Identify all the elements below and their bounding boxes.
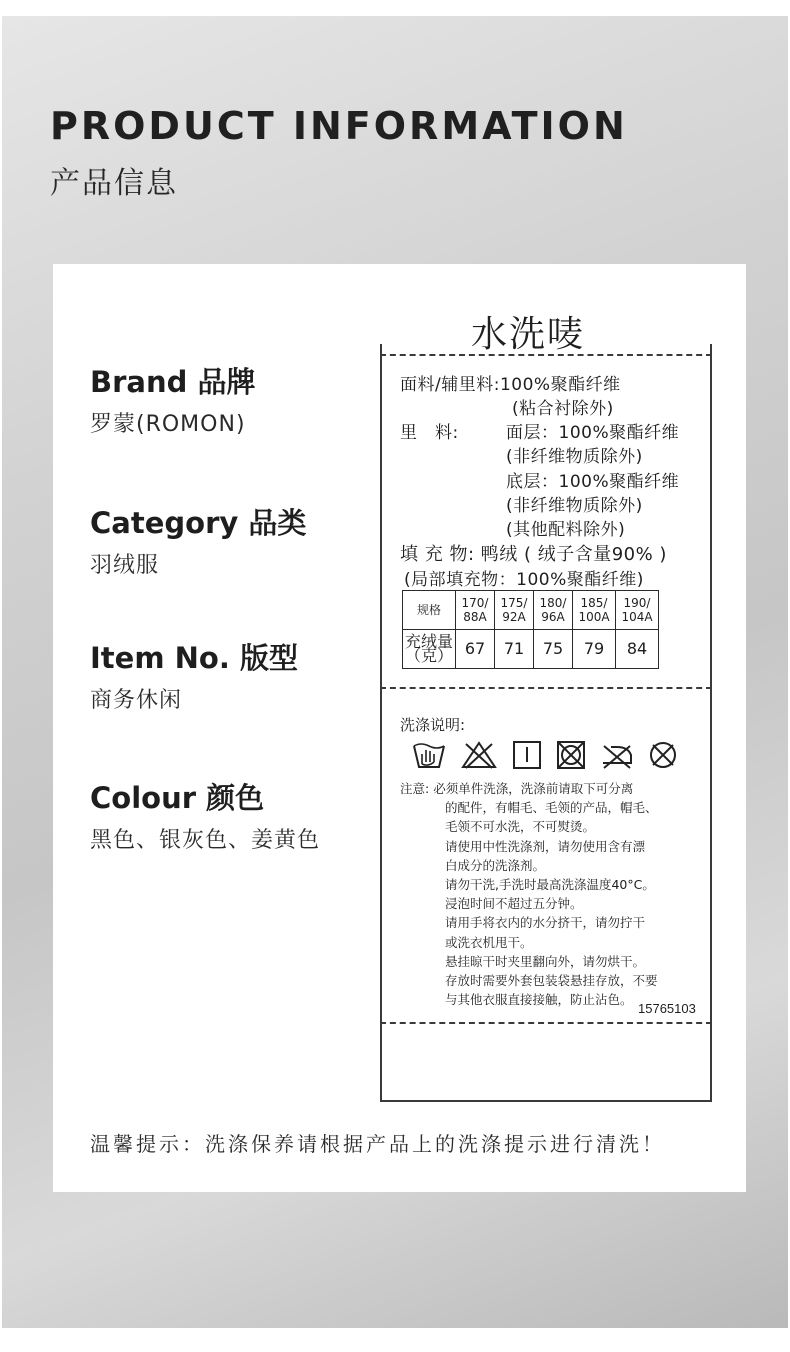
colour-value: 黑色、银灰色、姜黄色	[90, 828, 321, 853]
lining-bottom-note: (非纤维物质除外)	[506, 496, 643, 516]
fill-weight-cell: 75	[534, 630, 573, 669]
care-label-title: 水洗唛	[471, 314, 586, 355]
note-line: 或洗衣机甩干。	[445, 934, 533, 950]
note-line: 请使用中性洗涤剂，请勿使用含有漂	[445, 838, 646, 854]
care-tip: 温馨提示：洗涤保养请根据产品上的洗涤提示进行清洗！	[90, 1132, 665, 1156]
size-header: 规格	[403, 591, 456, 630]
note-line: 浸泡时间不超过五分钟。	[445, 896, 583, 912]
note-line: 存放时需要外套包装袋悬挂存放，不要	[445, 973, 658, 989]
lining-other-note: (其他配料除外)	[506, 520, 626, 540]
size-cell: 180/ 96A	[534, 591, 573, 630]
note-line: 的配件，有帽毛、毛领的产品，帽毛、	[445, 800, 658, 816]
category-value: 羽绒服	[90, 553, 160, 578]
filling-line: 填 充 物: 鸭绒 ( 绒子含量90% )	[400, 544, 667, 565]
no-bleach-icon	[460, 740, 498, 770]
note-label: 注意:	[400, 781, 430, 796]
hand-wash-icon	[412, 740, 446, 770]
care-instructions-title: 洗涤说明:	[400, 716, 466, 734]
hang-dry-icon	[512, 740, 542, 770]
fill-weight-cell: 71	[495, 630, 534, 669]
dashed-divider	[380, 687, 712, 689]
fabric-value: 100%聚酯纤维	[499, 375, 621, 395]
care-label-tag	[380, 344, 712, 1102]
note-line: 注意: 必须单件洗涤，洗涤前请取下可分离	[400, 781, 634, 796]
brand-value: 罗蒙(ROMON)	[90, 412, 246, 437]
product-code: 15765103	[638, 1001, 696, 1016]
no-iron-icon	[600, 740, 634, 770]
size-cell: 185/ 100A	[573, 591, 616, 630]
lining-label: 里 料:	[400, 423, 459, 443]
note-line: 悬挂晾干时夹里翻向外，请勿烘干。	[445, 953, 646, 969]
info-card	[53, 264, 746, 1192]
fill-weight-cell: 79	[573, 630, 616, 669]
fabric-label: 面料/辅里料:	[400, 375, 500, 395]
dashed-divider	[380, 1022, 712, 1024]
fabric-line	[400, 370, 621, 395]
no-dry-clean-icon	[648, 740, 678, 770]
no-tumble-dry-icon	[556, 740, 586, 770]
page-title: PRODUCT INFORMATION	[50, 104, 628, 148]
dashed-divider	[380, 354, 712, 356]
fill-weight-cell: 67	[456, 630, 495, 669]
care-notes	[400, 779, 658, 1009]
item-no-label: Item No. 版型	[90, 641, 298, 675]
note-line: 与其他衣服直接接触，防止沾色。	[445, 992, 633, 1008]
category-block	[90, 501, 306, 579]
lining-top: 面层：100%聚酯纤维	[506, 423, 680, 443]
lining-bottom: 底层：100%聚酯纤维	[506, 472, 680, 492]
size-row	[403, 591, 659, 630]
note-line: 白成分的洗涤剂。	[445, 857, 546, 873]
size-cell: 190/ 104A	[616, 591, 659, 630]
fill-weight-cell: 84	[616, 630, 659, 669]
page-subtitle: 产品信息	[50, 166, 178, 201]
brand-block	[90, 360, 255, 438]
size-table	[402, 590, 659, 669]
lining-top-note: (非纤维物质除外)	[506, 447, 643, 467]
fill-weight-row	[403, 630, 659, 669]
brand-label: Brand 品牌	[90, 365, 256, 399]
note-line: 请勿干洗,手洗时最高洗涤温度40°C。	[445, 877, 655, 893]
filling-partial: (局部填充物：100%聚酯纤维)	[404, 570, 644, 590]
note-line: 请用手将衣内的水分挤干，请勿拧干	[445, 915, 646, 931]
size-cell: 175/ 92A	[495, 591, 534, 630]
item-no-value: 商务休闲	[90, 688, 183, 713]
care-symbols	[412, 740, 678, 770]
colour-label: Colour 颜色	[90, 781, 265, 815]
item-no-block	[90, 636, 298, 714]
note-line: 毛领不可水洗，不可熨烫。	[445, 819, 596, 835]
size-cell: 170/ 88A	[456, 591, 495, 630]
fabric-note: (粘合衬除外)	[512, 399, 614, 419]
fill-weight-header: 充绒量 （克）	[403, 630, 456, 669]
colour-block	[90, 776, 320, 854]
category-label: Category 品类	[90, 506, 307, 540]
